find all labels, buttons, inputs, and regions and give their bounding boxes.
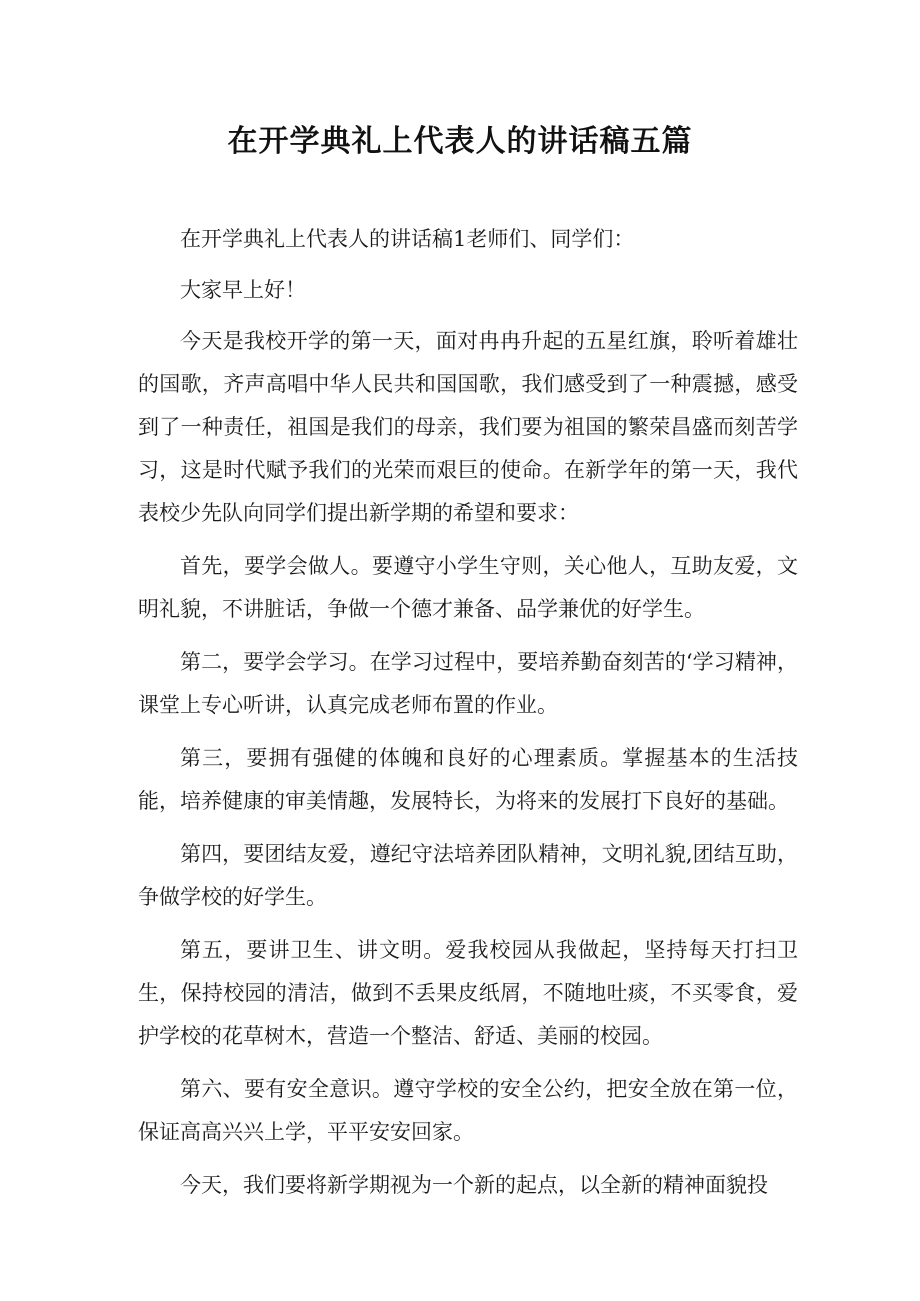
- paragraph-sixth-point: 第六、要有安全意识。遵守学校的安全公约，把安全放在第一位，保证高高兴兴上学，平平安安回家。: [138, 1077, 798, 1144]
- paragraph-introduction: 今天是我校开学的第一天，面对冉冉升起的五星红旗，聆听着雄壮的国歌，齐声高唱中华人民共和国国歌，我们感受到了一种震撼，感受到了一种责任，祖国是我们的母亲，我们要为祖国的繁荣昌盛而刻苦学习，这是时代赋予我们的光荣而艰巨的使命。在新学年的第一天，我代表校少先队向同学们提出新学期的希望和要求：: [138, 329, 798, 525]
- document-body: [138, 218, 798, 1217]
- paragraph-third-point: 第三，要拥有强健的体魄和良好的心理素质。掌握基本的生活技能，培养健康的审美情趣，发展特长，为将来的发展打下良好的基础。: [138, 746, 798, 813]
- paragraph-opening: 在开学典礼上代表人的讲话稿1老师们、同学们：: [180, 227, 635, 251]
- paragraph-second-point: 第二，要学会学习。在学习过程中，要培养勤奋刻苦的‘学习精神，课堂上专心听讲，认真完成老师布置的作业。: [138, 650, 798, 717]
- paragraph-closing: 今天，我们要将新学期视为一个新的起点，以全新的精神面貌投: [180, 1173, 768, 1197]
- paragraph-greeting: 大家早上好！: [180, 278, 306, 302]
- paragraph-fifth-point: 第五，要讲卫生、讲文明。爱我校园从我做起，坚持每天打扫卫生，保持校园的清洁，做到不丢果皮纸屑，不随地吐痰，不买零食，爱护学校的花草树木，营造一个整洁、舒适、美丽的校园。: [138, 938, 798, 1048]
- paragraph-first-point: 首先，要学会做人。要遵守小学生守则，关心他人，互助友爱，文明礼貌，不讲脏话，争做一个德才兼备、品学兼优的好学生。: [138, 554, 798, 621]
- paragraph-fourth-point: 第四，要团结友爱，遵纪守法培养团队精神，文明礼貌,团结互助，争做学校的好学生。: [138, 842, 798, 909]
- document-title: 在开学典礼上代表人的讲话稿五篇: [227, 124, 693, 159]
